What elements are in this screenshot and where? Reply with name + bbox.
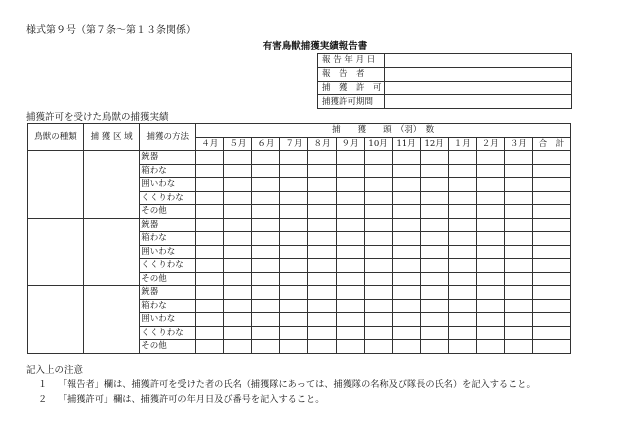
count-cell (196, 259, 224, 273)
count-cell (448, 340, 476, 354)
count-cell (308, 286, 336, 300)
count-cell (448, 286, 476, 300)
method-cell: 箱わな (140, 299, 196, 313)
count-cell (420, 151, 448, 165)
count-cell (448, 218, 476, 232)
count-cell (252, 286, 280, 300)
count-cell (476, 218, 504, 232)
count-cell (364, 286, 392, 300)
info-row (318, 95, 572, 109)
count-cell (364, 218, 392, 232)
count-cell (224, 191, 252, 205)
count-cell (364, 205, 392, 219)
total-cell (532, 259, 570, 273)
count-cell (224, 340, 252, 354)
count-cell (308, 218, 336, 232)
count-cell (336, 178, 364, 192)
count-cell (308, 245, 336, 259)
count-cell (448, 326, 476, 340)
total-cell (532, 313, 570, 327)
count-cell (196, 232, 224, 246)
count-cell (336, 340, 364, 354)
count-cell (196, 151, 224, 165)
count-cell (252, 218, 280, 232)
method-cell: 銃器 (140, 218, 196, 232)
count-cell (308, 313, 336, 327)
area-cell (84, 151, 140, 219)
count-cell (308, 232, 336, 246)
count-cell (420, 205, 448, 219)
count-cell (224, 286, 252, 300)
count-cell (224, 326, 252, 340)
total-header: 合 計 (532, 137, 570, 151)
count-cell (504, 232, 532, 246)
count-cell (364, 191, 392, 205)
note-item (38, 376, 536, 390)
count-cell (420, 191, 448, 205)
count-cell (308, 340, 336, 354)
table-row (28, 218, 571, 232)
method-cell: 箱わな (140, 232, 196, 246)
method-cell: 囲いわな (140, 245, 196, 259)
count-cell (196, 272, 224, 286)
species-cell (28, 286, 84, 354)
info-value (385, 67, 572, 81)
count-cell (280, 313, 308, 327)
info-value (385, 54, 572, 68)
count-cell (336, 259, 364, 273)
count-cell (364, 245, 392, 259)
count-cell (308, 299, 336, 313)
count-cell (448, 259, 476, 273)
count-cell (504, 286, 532, 300)
count-cell (224, 245, 252, 259)
count-cell (308, 191, 336, 205)
count-cell (504, 178, 532, 192)
count-cell (280, 299, 308, 313)
note-number: １ (38, 379, 48, 390)
total-cell (532, 191, 570, 205)
count-cell (280, 259, 308, 273)
count-cell (308, 205, 336, 219)
count-cell (420, 272, 448, 286)
count-cell (504, 326, 532, 340)
count-cell (392, 232, 420, 246)
total-cell (532, 299, 570, 313)
count-cell (476, 245, 504, 259)
count-cell (364, 299, 392, 313)
month-header: 10月 (364, 137, 392, 151)
count-cell (196, 191, 224, 205)
count-cell (280, 272, 308, 286)
count-cell (420, 326, 448, 340)
count-cell (392, 205, 420, 219)
count-cell (252, 340, 280, 354)
count-cell (280, 218, 308, 232)
method-cell: 銃器 (140, 151, 196, 165)
count-cell (336, 286, 364, 300)
count-cell (504, 151, 532, 165)
count-cell (364, 259, 392, 273)
count-cell (336, 164, 364, 178)
capture-results-table (27, 123, 571, 354)
count-cell (504, 313, 532, 327)
count-cell (336, 205, 364, 219)
count-cell (476, 313, 504, 327)
count-cell (448, 205, 476, 219)
count-cell (252, 313, 280, 327)
count-cell (280, 164, 308, 178)
count-cell (392, 299, 420, 313)
count-cell (448, 313, 476, 327)
count-cell (476, 286, 504, 300)
count-cell (280, 286, 308, 300)
total-cell (532, 272, 570, 286)
method-cell: 囲いわな (140, 313, 196, 327)
count-cell (476, 299, 504, 313)
count-cell (420, 259, 448, 273)
count-cell (252, 151, 280, 165)
count-cell (336, 191, 364, 205)
report-info-table (317, 53, 572, 109)
count-cell (336, 313, 364, 327)
count-cell (308, 164, 336, 178)
count-cell (420, 340, 448, 354)
count-cell (476, 164, 504, 178)
count-cell (196, 218, 224, 232)
count-cell (336, 245, 364, 259)
method-cell: くくりわな (140, 191, 196, 205)
method-header: 捕獲の方法 (140, 124, 196, 151)
count-cell (448, 299, 476, 313)
total-cell (532, 178, 570, 192)
count-cell (196, 326, 224, 340)
count-cell (392, 286, 420, 300)
form-number: 様式第９号（第７条～第１３条関係） (26, 25, 196, 36)
count-cell (308, 259, 336, 273)
count-cell (336, 326, 364, 340)
count-cell (476, 151, 504, 165)
count-cell (420, 299, 448, 313)
note-item (38, 391, 324, 405)
total-cell (532, 164, 570, 178)
count-cell (252, 245, 280, 259)
count-cell (420, 164, 448, 178)
count-cell (252, 191, 280, 205)
count-cell (504, 340, 532, 354)
count-cell (392, 272, 420, 286)
count-cell (504, 191, 532, 205)
count-cell (308, 151, 336, 165)
count-cell (308, 272, 336, 286)
count-cell (280, 205, 308, 219)
count-cell (448, 232, 476, 246)
count-cell (224, 178, 252, 192)
count-cell (364, 326, 392, 340)
species-header: 鳥獣の種類 (28, 124, 84, 151)
count-cell (420, 232, 448, 246)
count-cell (420, 245, 448, 259)
count-cell (224, 151, 252, 165)
count-cell (504, 272, 532, 286)
total-cell (532, 245, 570, 259)
month-header: ５月 (224, 137, 252, 151)
method-cell: くくりわな (140, 326, 196, 340)
count-cell (476, 340, 504, 354)
count-cell (476, 272, 504, 286)
count-cell (224, 232, 252, 246)
count-cell (448, 178, 476, 192)
count-cell (476, 191, 504, 205)
count-cell (224, 259, 252, 273)
count-cell (224, 313, 252, 327)
count-cell (252, 299, 280, 313)
count-cell (448, 164, 476, 178)
area-cell (84, 286, 140, 354)
count-cell (336, 299, 364, 313)
count-cell (392, 164, 420, 178)
count-cell (420, 286, 448, 300)
count-cell (420, 218, 448, 232)
count-cell (252, 164, 280, 178)
count-cell (196, 286, 224, 300)
month-header: １月 (448, 137, 476, 151)
count-cell (420, 313, 448, 327)
count-cell (252, 205, 280, 219)
info-row (318, 54, 572, 68)
count-cell (504, 245, 532, 259)
count-cell (280, 245, 308, 259)
month-header: ２月 (476, 137, 504, 151)
count-cell (196, 178, 224, 192)
method-cell: 箱わな (140, 164, 196, 178)
count-cell (196, 313, 224, 327)
count-cell (224, 164, 252, 178)
count-cell (364, 232, 392, 246)
count-cell (392, 340, 420, 354)
count-cell (392, 218, 420, 232)
info-label: 報 告 年 月 日 (318, 54, 385, 68)
count-cell (280, 191, 308, 205)
info-value (385, 81, 572, 95)
section-heading: 捕獲許可を受けた鳥獣の捕獲実績 (26, 112, 169, 123)
count-cell (504, 259, 532, 273)
count-cell (252, 272, 280, 286)
total-cell (532, 326, 570, 340)
count-cell (252, 259, 280, 273)
method-cell: その他 (140, 272, 196, 286)
total-cell (532, 286, 570, 300)
count-cell (308, 326, 336, 340)
count-cell (364, 178, 392, 192)
document-title: 有害鳥獣捕獲実績報告書 (262, 41, 368, 52)
count-cell (224, 205, 252, 219)
count-cell (364, 272, 392, 286)
count-cell (308, 178, 336, 192)
count-cell (392, 191, 420, 205)
area-header: 捕 獲 区 域 (84, 124, 140, 151)
count-cell (448, 245, 476, 259)
info-label: 捕獲許可期間 (318, 95, 385, 109)
count-cell (392, 178, 420, 192)
month-header: ６月 (252, 137, 280, 151)
month-header: ７月 (280, 137, 308, 151)
count-cell (196, 205, 224, 219)
info-row (318, 81, 572, 95)
month-header: ４月 (196, 137, 224, 151)
method-cell: その他 (140, 340, 196, 354)
count-cell (196, 340, 224, 354)
method-cell: くくりわな (140, 259, 196, 273)
count-cell (252, 178, 280, 192)
count-cell (364, 313, 392, 327)
count-cell (280, 326, 308, 340)
count-cell (224, 218, 252, 232)
count-cell (476, 178, 504, 192)
count-cell (252, 326, 280, 340)
note-text: 「報告者」欄は、捕獲許可を受けた者の氏名（捕獲隊にあっては、捕獲隊の名称及び隊長の氏名）を記入すること。 (58, 379, 536, 390)
info-label: 報 告 者 (318, 67, 385, 81)
count-cell (196, 245, 224, 259)
total-cell (532, 151, 570, 165)
count-cell (336, 232, 364, 246)
area-cell (84, 218, 140, 286)
method-cell: 囲いわな (140, 178, 196, 192)
month-header: ９月 (336, 137, 364, 151)
total-cell (532, 205, 570, 219)
count-cell (476, 326, 504, 340)
count-cell (196, 299, 224, 313)
count-cell (392, 259, 420, 273)
count-cell (224, 272, 252, 286)
count-cell (448, 272, 476, 286)
count-cell (364, 164, 392, 178)
total-cell (532, 232, 570, 246)
count-cell (252, 232, 280, 246)
count-cell (392, 151, 420, 165)
count-cell (196, 164, 224, 178)
count-cell (280, 232, 308, 246)
species-cell (28, 151, 84, 219)
count-cell (280, 151, 308, 165)
count-cell (476, 232, 504, 246)
count-header: 捕 獲 頭 （羽） 数 (196, 124, 571, 138)
count-cell (336, 218, 364, 232)
count-cell (364, 340, 392, 354)
count-cell (280, 340, 308, 354)
table-row (28, 151, 571, 165)
count-cell (280, 178, 308, 192)
count-cell (476, 259, 504, 273)
total-cell (532, 340, 570, 354)
info-label: 捕 獲 許 可 (318, 81, 385, 95)
count-cell (448, 151, 476, 165)
count-cell (224, 299, 252, 313)
notes-heading: 記入上の注意 (26, 365, 84, 376)
count-cell (504, 205, 532, 219)
month-header: ８月 (308, 137, 336, 151)
count-cell (504, 299, 532, 313)
count-cell (392, 245, 420, 259)
info-value (385, 95, 572, 109)
count-cell (392, 326, 420, 340)
count-cell (476, 205, 504, 219)
note-text: 「捕獲許可」欄は、捕獲許可の年月日及び番号を記入すること。 (58, 394, 325, 405)
count-cell (420, 178, 448, 192)
count-cell (364, 151, 392, 165)
month-header: 12月 (420, 137, 448, 151)
count-cell (448, 191, 476, 205)
month-header: 11月 (392, 137, 420, 151)
count-cell (336, 151, 364, 165)
info-row (318, 67, 572, 81)
count-cell (392, 313, 420, 327)
method-cell: その他 (140, 205, 196, 219)
count-cell (504, 218, 532, 232)
total-cell (532, 218, 570, 232)
count-cell (336, 272, 364, 286)
month-header: ３月 (504, 137, 532, 151)
note-number: ２ (38, 394, 48, 405)
species-cell (28, 218, 84, 286)
count-cell (504, 164, 532, 178)
table-row (28, 286, 571, 300)
method-cell: 銃器 (140, 286, 196, 300)
